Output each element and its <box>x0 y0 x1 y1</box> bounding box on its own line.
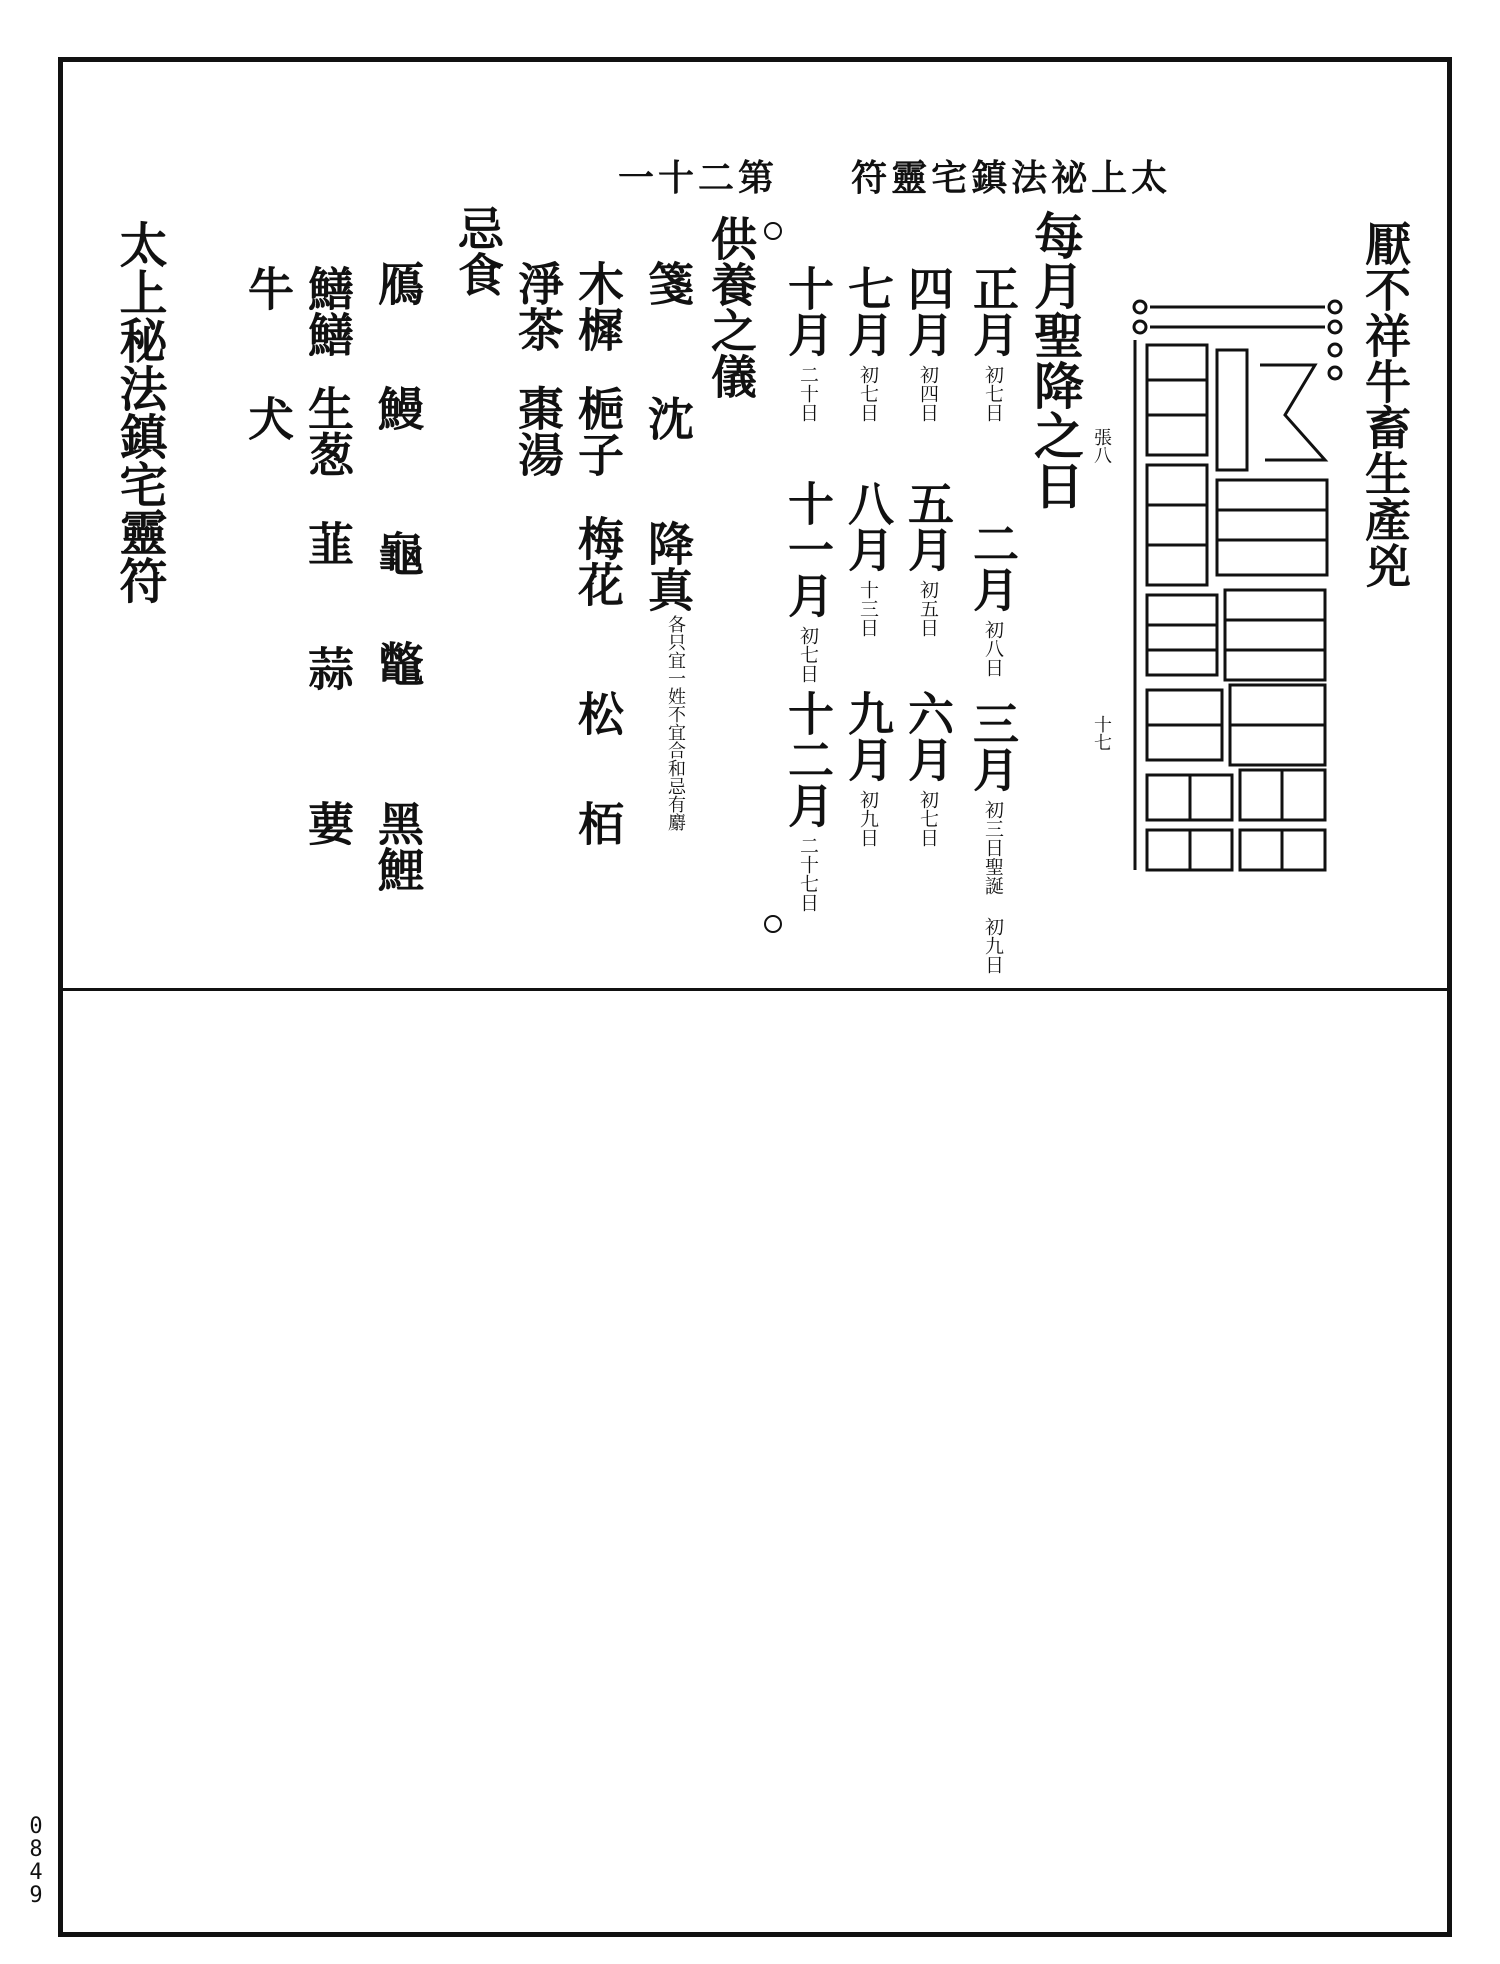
month-12: 十二月二十七日 <box>781 690 835 912</box>
taboo-item: 黑鯉 <box>371 800 425 892</box>
taboo-item: 蒜 <box>301 645 355 691</box>
offering-item: 淨茶 <box>511 260 565 352</box>
footer-title: 太上秘法鎮宅靈符 <box>111 220 167 604</box>
month-6: 六月初七日 <box>901 690 955 847</box>
taboo-item: 生葱 <box>301 385 355 477</box>
taboo-item: 牛 <box>241 265 295 311</box>
offering-item: 栢 <box>571 800 625 846</box>
month-2: 二月初八日 <box>966 520 1020 677</box>
taboo-item: 鱔鱔 <box>301 265 355 357</box>
month-1: 正月初七日 <box>966 265 1020 422</box>
offering-item: 棗湯 <box>511 385 565 477</box>
circle-mark-icon <box>764 222 782 240</box>
taboo-item: 葽 <box>301 800 355 846</box>
month-4: 四月初四日 <box>901 265 955 422</box>
taboo-item: 鰻 <box>371 385 425 431</box>
header-title: 太上祕法鎮宅靈符 <box>851 157 1172 199</box>
talisman-note-top: 張八 <box>1091 428 1112 464</box>
page-header <box>618 150 1171 201</box>
offering-note: 各只宜一姓不宜合和忌有麝 <box>665 615 686 831</box>
month-9: 九月初九日 <box>841 690 895 847</box>
circle-mark-icon <box>764 915 782 933</box>
month-11: 十一月初七日 <box>781 480 835 683</box>
offerings-heading: 供養之儀 <box>704 215 758 399</box>
offering-item: 梅花 <box>571 515 625 607</box>
month-5: 五月初五日 <box>901 480 955 637</box>
taboo-item: 鼈 <box>371 640 425 686</box>
month-7: 七月初七日 <box>841 265 895 422</box>
page-divider <box>58 988 1452 991</box>
taboo-item: 鴈 <box>371 260 425 306</box>
monthly-heading: 每月聖降之日 <box>1026 210 1085 510</box>
page-number: 0 8 4 9 <box>29 1814 43 1909</box>
taboo-item: 龜 <box>371 530 425 576</box>
talisman-note-mid: 十七 <box>1091 715 1112 751</box>
taboo-item: 韮 <box>301 520 355 566</box>
talisman-seal-icon <box>1125 295 1355 895</box>
offering-item: 沈 <box>641 395 695 441</box>
talisman-caption: 厭不祥牛畜生產兇 <box>1358 220 1412 588</box>
taboo-heading: 忌食 <box>451 205 505 297</box>
month-10: 十月二十日 <box>781 265 835 422</box>
offering-item: 降真 <box>641 520 695 612</box>
header-number: 第二十一 <box>618 157 779 199</box>
taboo-item: 犬 <box>241 395 295 441</box>
month-3: 三月初三日聖誕 初九日 <box>966 700 1020 974</box>
offering-item: 木樨 <box>571 260 625 352</box>
month-8: 八月十三日 <box>841 480 895 637</box>
offering-item: 松 <box>571 690 625 736</box>
offering-item: 箋 <box>641 260 695 306</box>
offering-item: 梔子 <box>571 385 625 477</box>
